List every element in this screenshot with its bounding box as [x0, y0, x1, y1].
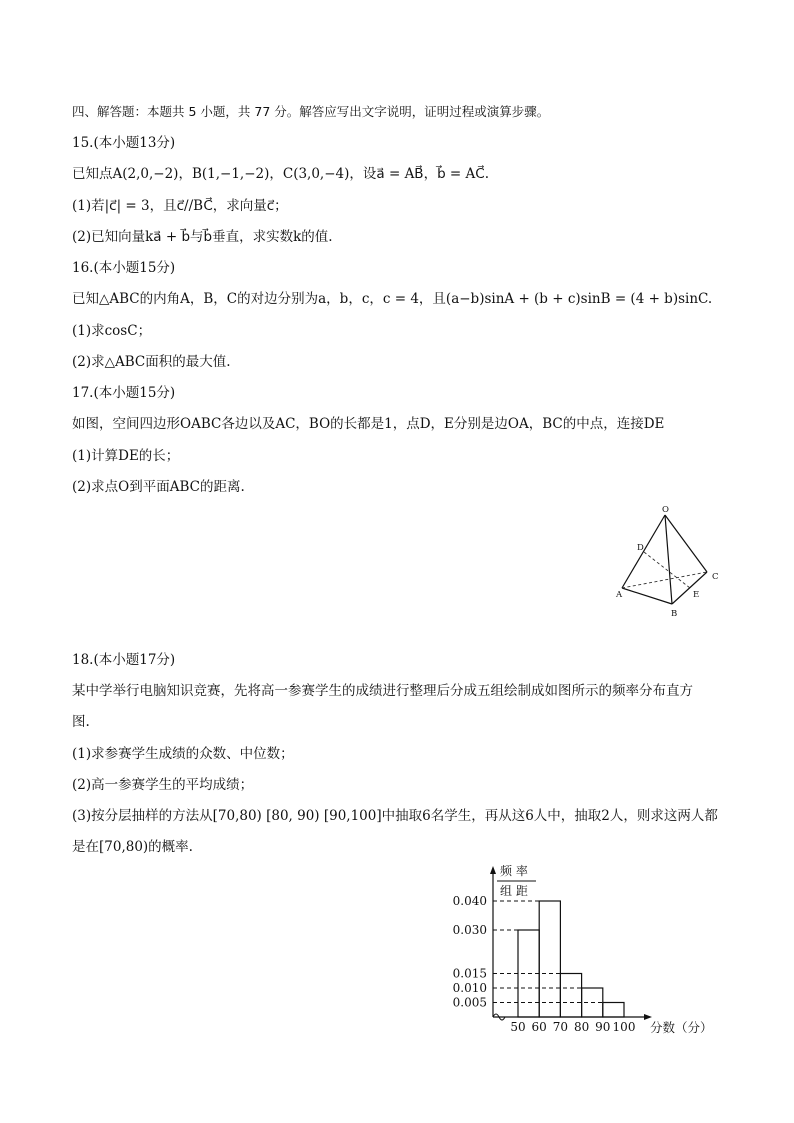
q18-stem-line2: 图. [72, 714, 90, 730]
q17-stem: 如图，空间四边形OABC各边以及AC，BO的长都是1，点D，E分别是边OA，BC的中点，连接DE [72, 416, 665, 432]
label-O: O [662, 505, 669, 515]
section-title: 四、解答题：本题共 5 小题，共 77 分。解答应写出文字说明，证明过程或演算步骤。 [72, 104, 550, 119]
q18-part1: (1)求参赛学生成绩的众数、中位数； [72, 746, 294, 762]
histogram-bar-60-70 [539, 901, 560, 1017]
x-tick-label: 60 [531, 1020, 547, 1034]
q18-part3-line2: 是在[70,80)的概率. [72, 839, 193, 855]
q16-part2: (2)求△ABC面积的最大值. [72, 354, 231, 370]
y-tick-label: 0.040 [452, 894, 487, 908]
y-tick-label: 0.015 [452, 966, 487, 981]
q18-heading: 18.(本小题17分) [72, 652, 176, 668]
q16-stem: 已知△ABC的内角A，B，C的对边分别为a，b，c，c = 4，且(a−b)sinA + (b + c)sinB = (4 + b)sinC. [72, 291, 713, 307]
y-axis-label-bottom: 组 距 [500, 884, 528, 898]
label-B: B [671, 609, 678, 619]
x-tick-label: 70 [552, 1020, 569, 1034]
q15-stem: 已知点A(2,0,−2)，B(1,−1,−2)，C(3,0,−4)，设a⃗ = AB⃗，b⃗ = AC⃗. [72, 166, 490, 182]
q16-part1: (1)求cosC； [72, 323, 152, 339]
y-axis-arrow [490, 866, 496, 874]
y-tick-label: 0.005 [452, 995, 487, 1010]
q18-part3-line1: (3)按分层抽样的方法从[70,80) [80, 90) [90,100]中抽取6名学生，再从这6人中，抽取2人，则求这两人都 [72, 808, 718, 824]
x-tick-label: 50 [510, 1020, 526, 1034]
label-C: C [712, 572, 719, 582]
histogram-bar-70-80 [560, 974, 581, 1018]
x-tick-label: 100 [612, 1020, 636, 1034]
histogram-bar-90-100 [603, 1003, 624, 1018]
q15-heading: 15.(本小题13分) [72, 135, 176, 151]
q18-part2: (2)高一参赛学生的平均成绩； [72, 777, 254, 793]
y-tick-label: 0.030 [452, 923, 487, 937]
q17-heading: 17.(本小题15分) [72, 385, 176, 401]
label-A: A [616, 590, 623, 600]
y-tick-label: 0.010 [452, 981, 487, 995]
q15-part2: (2)已知向量ka⃗ + b⃗与b⃗垂直，求实数k的值. [72, 229, 333, 245]
q17-part1: (1)计算DE的长； [72, 448, 180, 464]
q17-part2: (2)求点O到平面ABC的距离. [72, 479, 245, 495]
label-E: E [693, 590, 700, 600]
label-D: D [637, 543, 644, 553]
q18-stem-line1: 某中学举行电脑知识竞赛，先将高一参赛学生的成绩进行整理后分成五组绘制成如图所示的频率分布直方 [72, 683, 693, 699]
q15-part1: (1)若|c⃗| = 3，且c⃗//BC⃗，求向量c⃗； [72, 198, 288, 214]
x-axis-label: 分数（分） [650, 1020, 713, 1035]
x-tick-label: 80 [573, 1020, 590, 1034]
q16-heading: 16.(本小题15分) [72, 260, 176, 276]
x-tick-label: 90 [595, 1020, 611, 1034]
y-axis-label-top: 频 率 [500, 864, 528, 878]
